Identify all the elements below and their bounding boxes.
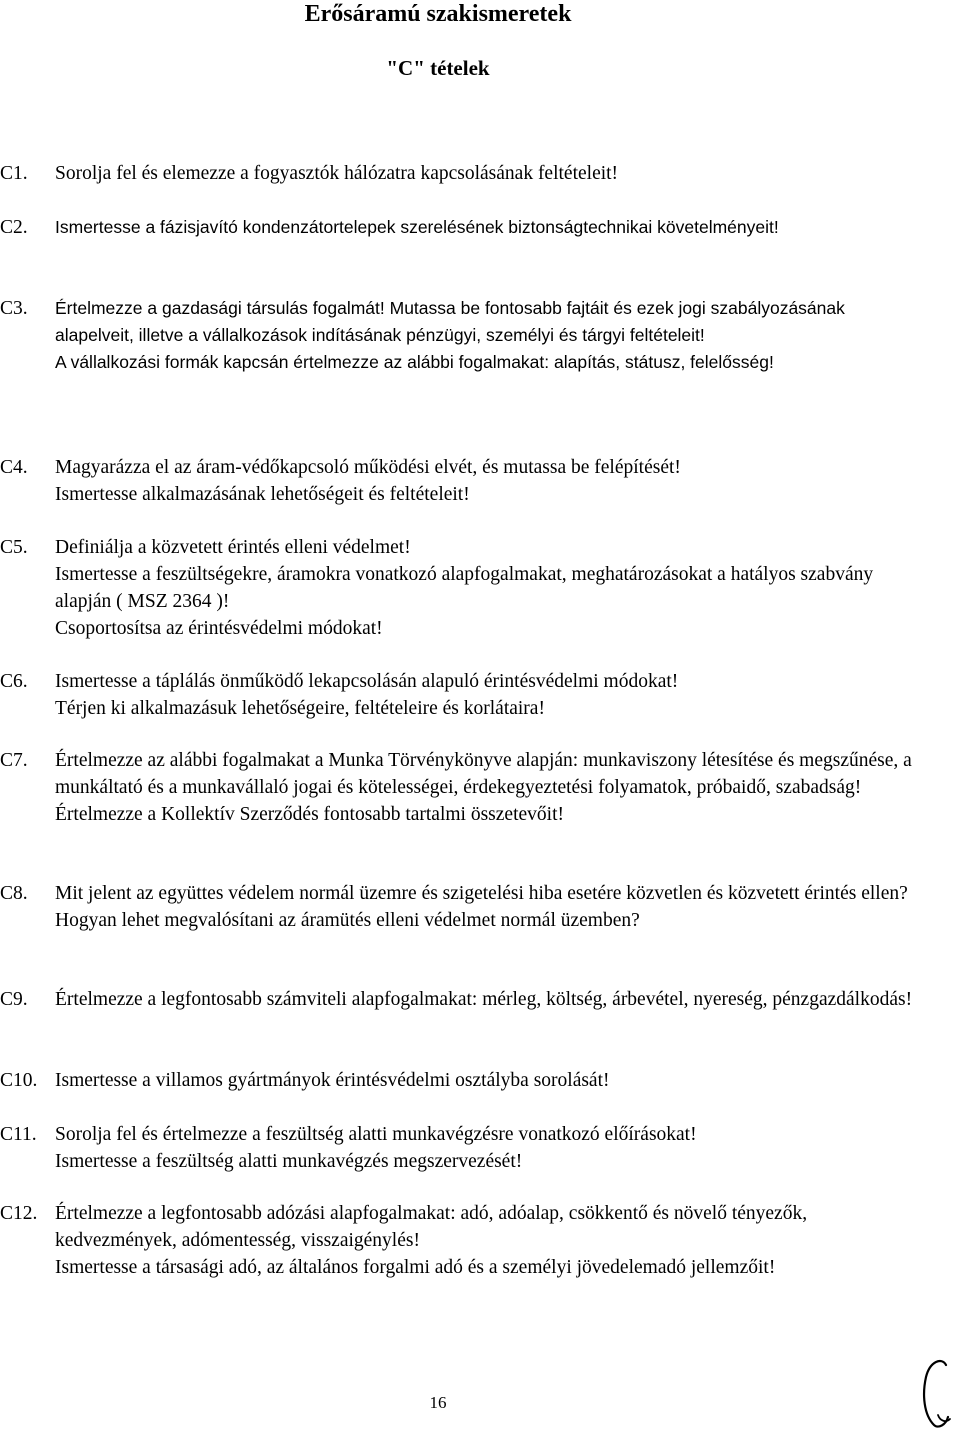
item-number: C4. <box>0 457 28 478</box>
item-number: C1. <box>0 163 28 184</box>
list-item-c4 <box>0 454 920 508</box>
document-subtitle: "C" tételek <box>386 56 490 80</box>
item-text: Hogyan lehet megvalósítani az áramütés elleni védelmet normál üzemben? <box>55 910 640 931</box>
item-text: Értelmezze a legfontosabb adózási alapfogalmakat: adó, adóalap, csökkentő és növelő tényezők, kedvezmények, adómentesség, visszaigénylés! <box>55 1203 808 1251</box>
item-text: Ismertesse a villamos gyártmányok érintésvédelmi osztályba sorolását! <box>55 1070 610 1091</box>
item-number: C7. <box>0 750 28 771</box>
item-text: Sorolja fel és értelmezze a feszültség alatti munkavégzésre vonatkozó előírásokat! <box>55 1124 697 1145</box>
list-item-c10 <box>0 1067 920 1094</box>
item-number: C6. <box>0 671 28 692</box>
list-item-c6 <box>0 668 920 722</box>
item-text: Definiálja a közvetett érintés elleni védelmet! <box>55 537 411 558</box>
item-text: Térjen ki alkalmazásuk lehetőségeire, feltételeire és korlátaira! <box>55 698 545 719</box>
list-item-c11 <box>0 1121 920 1175</box>
item-text: Értelmezze a Kollektív Szerződés fontosabb tartalmi összetevőit! <box>55 804 564 825</box>
page-number: 16 <box>429 1393 447 1412</box>
item-text: A vállalkozási formák kapcsán értelmezze az alábbi fogalmakat: alapítás, státusz, felelősség! <box>55 352 774 372</box>
item-text: Ismertesse a feszültségekre, áramokra vonatkozó alapfogalmakat, meghatározásokat a hatályos szabvány alapján ( MSZ 2364 )! <box>55 564 874 612</box>
item-number: C10. <box>0 1070 38 1091</box>
item-text: Ismertesse a feszültség alatti munkavégzés megszervezését! <box>55 1151 523 1172</box>
item-number: C8. <box>0 883 28 904</box>
item-number: C5. <box>0 537 28 558</box>
item-text: Értelmezze a gazdasági társulás fogalmát! Mutassa be fontosabb fajtáit és ezek jogi szabályozásának alapelveit, illetve a vállalkozások indításának pénzügyi, személyi és tárgyi feltételeit! <box>55 298 845 345</box>
list-item-c2 <box>0 214 920 241</box>
list-item-c9 <box>0 986 920 1013</box>
list-item-c5 <box>0 534 920 642</box>
handwritten-signature <box>916 1355 956 1431</box>
list-item-c3 <box>0 295 920 376</box>
list-item-c8 <box>0 880 920 934</box>
list-item-c12 <box>0 1200 920 1281</box>
list-item-c7 <box>0 747 920 828</box>
item-number: C9. <box>0 989 28 1010</box>
item-text: Ismertesse a társasági adó, az általános forgalmi adó és a személyi jövedelemadó jellemzőit! <box>55 1257 776 1278</box>
item-number: C11. <box>0 1124 37 1145</box>
item-text: Ismertesse a táplálás önműködő lekapcsolásán alapuló érintésvédelmi módokat! <box>55 671 679 692</box>
item-text: Csoportosítsa az érintésvédelmi módokat! <box>55 618 383 639</box>
item-text: Értelmezze a legfontosabb számviteli alapfogalmakat: mérleg, költség, árbevétel, nyereség, pénzgazdálkodás! <box>55 989 913 1010</box>
item-text: Ismertesse a fázisjavító kondenzátortelepek szerelésének biztonságtechnikai követelményeit! <box>55 217 779 237</box>
item-text: Értelmezze az alábbi fogalmakat a Munka Törvénykönyve alapján: munkaviszony létesítése és megszűnése, a munkáltató és a munkavállaló jogai és kötelességei, érdekegyeztetési folyamatok, próbaidő, szabadság! <box>55 750 912 798</box>
item-number: C12. <box>0 1203 38 1224</box>
item-text: Magyarázza el az áram-védőkapcsoló működési elvét, és mutassa be felépítését! <box>55 457 681 478</box>
item-text: Ismertesse alkalmazásának lehetőségeit és feltételeit! <box>55 484 470 505</box>
item-text: Sorolja fel és elemezze a fogyasztók hálózatra kapcsolásának feltételeit! <box>55 163 619 184</box>
item-number: C3. <box>0 298 28 319</box>
document-title: Erősáramú szakismeretek <box>304 1 572 27</box>
list-item-c1 <box>0 160 920 187</box>
item-number: C2. <box>0 217 28 238</box>
item-text: Mit jelent az együttes védelem normál üzemre és szigetelési hiba esetére közvetlen és közvetett érintés ellen? <box>55 883 908 904</box>
